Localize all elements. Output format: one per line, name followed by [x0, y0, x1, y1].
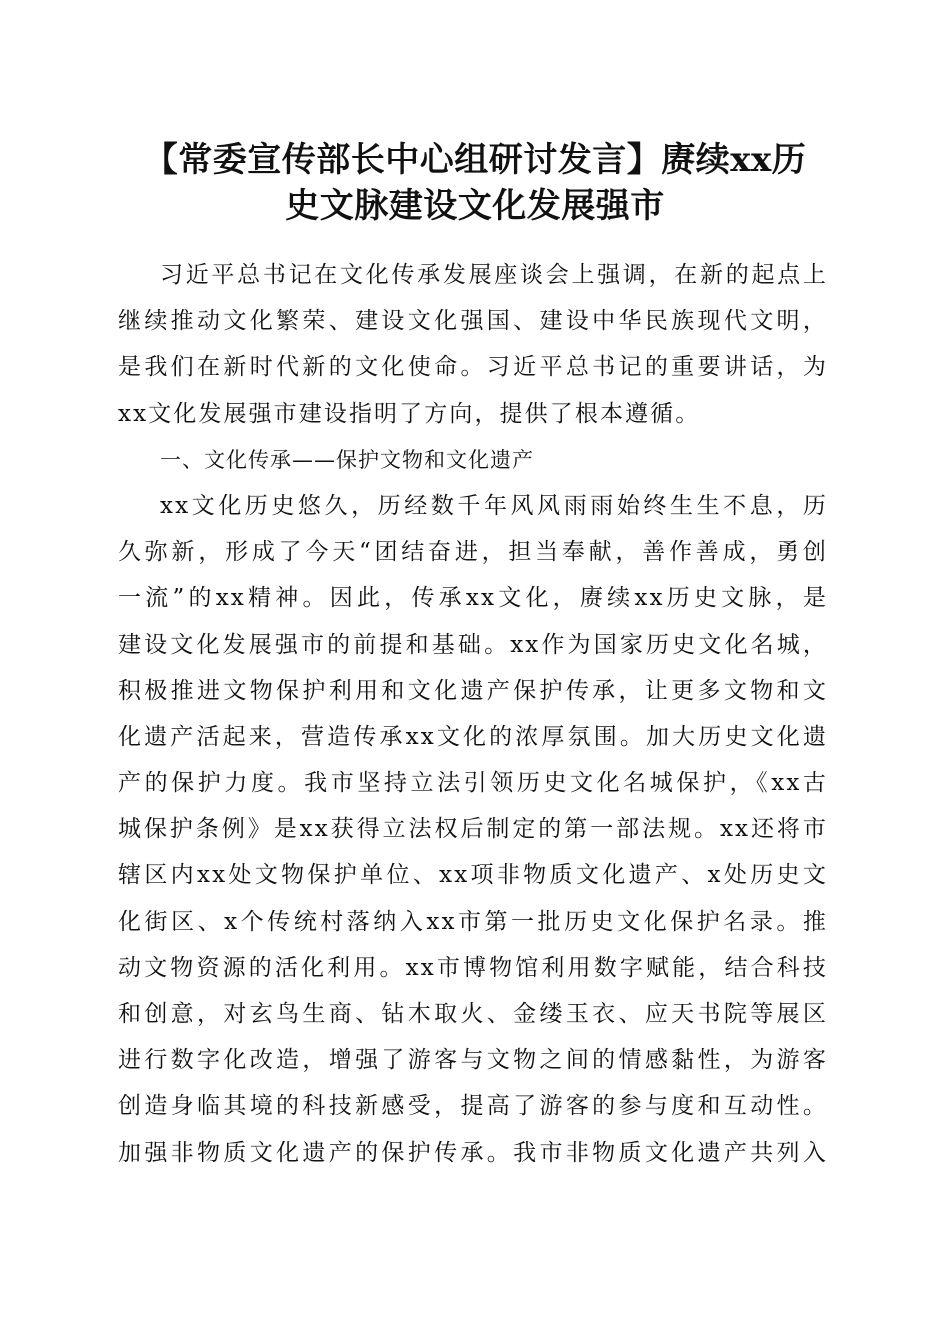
- paragraph-line: 城保护条例》是xx获得立法权后制定的第一部法规。xx还将市: [118, 816, 828, 843]
- paragraph-line: 创造身临其境的科技新感受，提高了游客的参与度和互动性。: [118, 1093, 828, 1120]
- paragraph-line: 化遗产活起来，营造传承xx文化的浓厚氛围。加大历史文化遗: [118, 723, 828, 750]
- paragraph-line: 化街区、x个传统村落纳入xx市第一批历史文化保护名录。推: [118, 908, 828, 935]
- paragraph-line: xx文化历史悠久，历经数千年风风雨雨始终生生不息，历: [160, 492, 828, 519]
- title-line: 史文脉建设文化发展强市: [285, 186, 665, 226]
- paragraph-line: 久弥新，形成了今天“团结奋进，担当奉献，善作善成，勇创: [118, 539, 828, 566]
- paragraph-line: 习近平总书记在文化传承发展座谈会上强调，在新的起点上: [160, 262, 828, 288]
- paragraph-line: 产的保护力度。我市坚持立法引领历史文化名城保护，《xx古: [118, 770, 828, 797]
- section-heading: 一、文化传承——保护文物和文化遗产: [160, 447, 534, 472]
- paragraph-line: 辖区内xx处文物保护单位、xx项非物质文化遗产、x处历史文: [118, 862, 828, 889]
- title-line: 【常委宣传部长中心组研讨发言】赓续xx历: [143, 140, 807, 180]
- paragraph-line: 加强非物质文化遗产的保护传承。我市非物质文化遗产共列入: [118, 1139, 828, 1166]
- paragraph-line: 积极推进文物保护利用和文化遗产保护传承，让更多文物和文: [118, 677, 828, 704]
- paragraph-line: 建设文化发展强市的前提和基础。xx作为国家历史文化名城，: [118, 631, 828, 658]
- paragraph-line: 动文物资源的活化利用。xx市博物馆利用数字赋能，结合科技: [118, 954, 828, 981]
- paragraph-line: 进行数字化改造，增强了游客与文物之间的情感黏性，为游客: [118, 1047, 828, 1074]
- paragraph-line: 继续推动文化繁荣、建设文化强国、建设中华民族现代文明，: [118, 308, 828, 335]
- document-body: [118, 252, 828, 1176]
- document-title: [110, 137, 840, 229]
- paragraph-line: 和创意，对玄鸟生商、钻木取火、金缕玉衣、应天书院等展区: [118, 1001, 828, 1027]
- paragraph-line: xx文化发展强市建设指明了方向，提供了根本遵循。: [118, 400, 701, 427]
- paragraph-line: 是我们在新时代新的文化使命。习近平总书记的重要讲话，为: [118, 354, 828, 381]
- paragraph-line: 一流”的xx精神。因此，传承xx文化，赓续xx历史文脉，是: [118, 585, 828, 612]
